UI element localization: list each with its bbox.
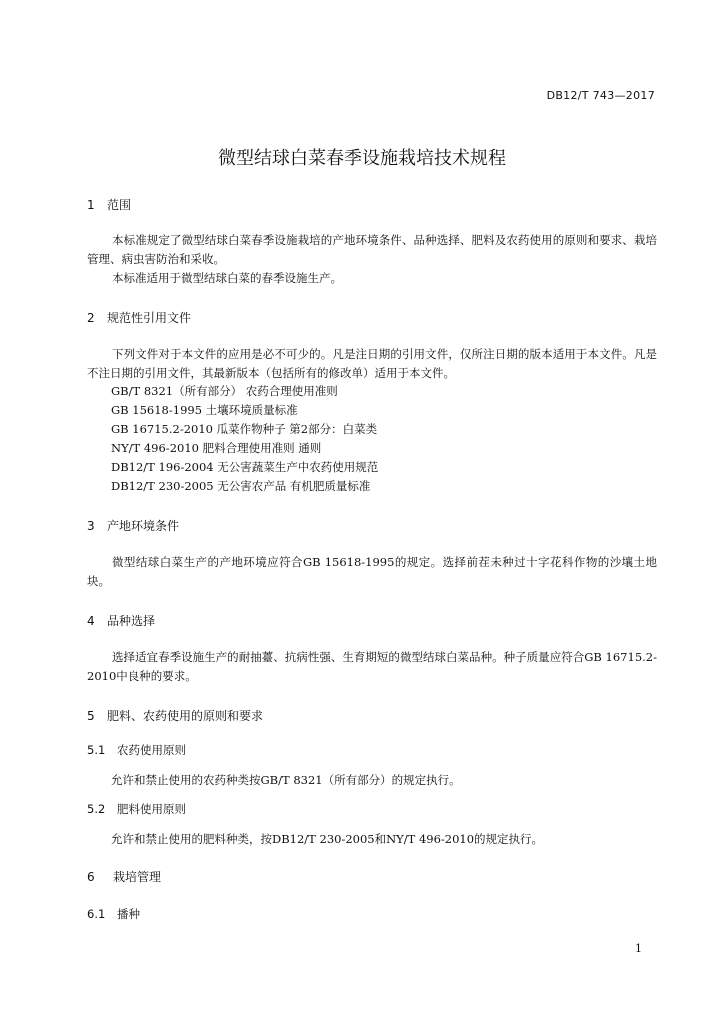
document-number: DB12/T 743—2017 <box>546 89 655 102</box>
section-title: 肥料使用原则 <box>117 802 186 816</box>
section-number: 5.2 <box>87 802 106 816</box>
section-title: 品种选择 <box>107 614 156 628</box>
section-5-2-heading <box>87 801 186 817</box>
section-4-heading <box>87 612 155 629</box>
section-5-heading <box>87 707 263 724</box>
section-5-1-heading <box>87 742 186 758</box>
section-title: 肥料、农药使用的原则和要求 <box>107 709 264 723</box>
section-5-1-paragraph: 允许和禁止使用的农药种类按GB/T 8321（所有部分）的规定执行。 <box>111 773 461 787</box>
section-2-heading <box>87 309 191 326</box>
reference-item: DB12/T 230-2005 无公害农产品 有机肥质量标准 <box>111 479 371 493</box>
section-number: 5.1 <box>87 743 106 757</box>
section-number: 6 <box>87 870 95 884</box>
reference-item: DB12/T 196-2004 无公害蔬菜生产中农药使用规范 <box>111 460 379 474</box>
section-5-2-paragraph: 允许和禁止使用的肥料种类，按DB12/T 230-2005和NY/T 496-2010的规定执行。 <box>111 832 544 846</box>
section-number: 6.1 <box>87 907 106 921</box>
section-6-1-heading <box>87 906 140 922</box>
section-1-paragraph-2: 本标准适用于微型结球白菜的春季设施生产。 <box>112 271 342 285</box>
section-number: 3 <box>87 519 95 533</box>
reference-item: GB 15618-1995 土壤环境质量标准 <box>111 403 298 417</box>
section-3-heading <box>87 517 179 534</box>
section-number: 2 <box>87 311 95 325</box>
section-3-paragraph-1: 微型结球白菜生产的产地环境应符合GB 15618-1995的规定。选择前茬未种过十字花科作物的沙壤土地块。 <box>87 555 657 588</box>
section-title: 栽培管理 <box>113 870 162 884</box>
section-number: 4 <box>87 614 95 628</box>
section-6-heading <box>87 868 161 885</box>
section-1-heading <box>87 196 131 213</box>
section-title: 规范性引用文件 <box>107 311 192 325</box>
section-number: 5 <box>87 709 95 723</box>
section-title: 播种 <box>117 907 140 921</box>
page-number: 1 <box>635 942 642 955</box>
section-4-paragraph-1: 选择适宜春季设施生产的耐抽薹、抗病性强、生育期短的微型结球白菜品种。种子质量应符合GB 16715.2-2010中良种的要求。 <box>87 650 657 683</box>
section-number: 1 <box>87 198 95 212</box>
page-title: 微型结球白菜春季设施栽培技术规程 <box>218 148 506 169</box>
section-title: 产地环境条件 <box>107 519 180 533</box>
section-1-paragraph-1: 本标准规定了微型结球白菜春季设施栽培的产地环境条件、品种选择、肥料及农药使用的原则和要求、栽培管理、病虫害防治和采收。 <box>87 233 657 266</box>
section-title: 农药使用原则 <box>117 743 186 757</box>
reference-item: GB 16715.2-2010 瓜菜作物种子 第2部分：白菜类 <box>111 422 378 436</box>
reference-item: GB/T 8321（所有部分） 农药合理使用准则 <box>111 384 338 398</box>
reference-item: NY/T 496-2010 肥料合理使用准则 通则 <box>111 441 322 455</box>
section-title: 范围 <box>107 198 132 212</box>
section-2-paragraph-1: 下列文件对于本文件的应用是必不可少的。凡是注日期的引用文件，仅所注日期的版本适用于本文件。凡是不注日期的引用文件，其最新版本（包括所有的修改单）适用于本文件。 <box>87 347 657 380</box>
